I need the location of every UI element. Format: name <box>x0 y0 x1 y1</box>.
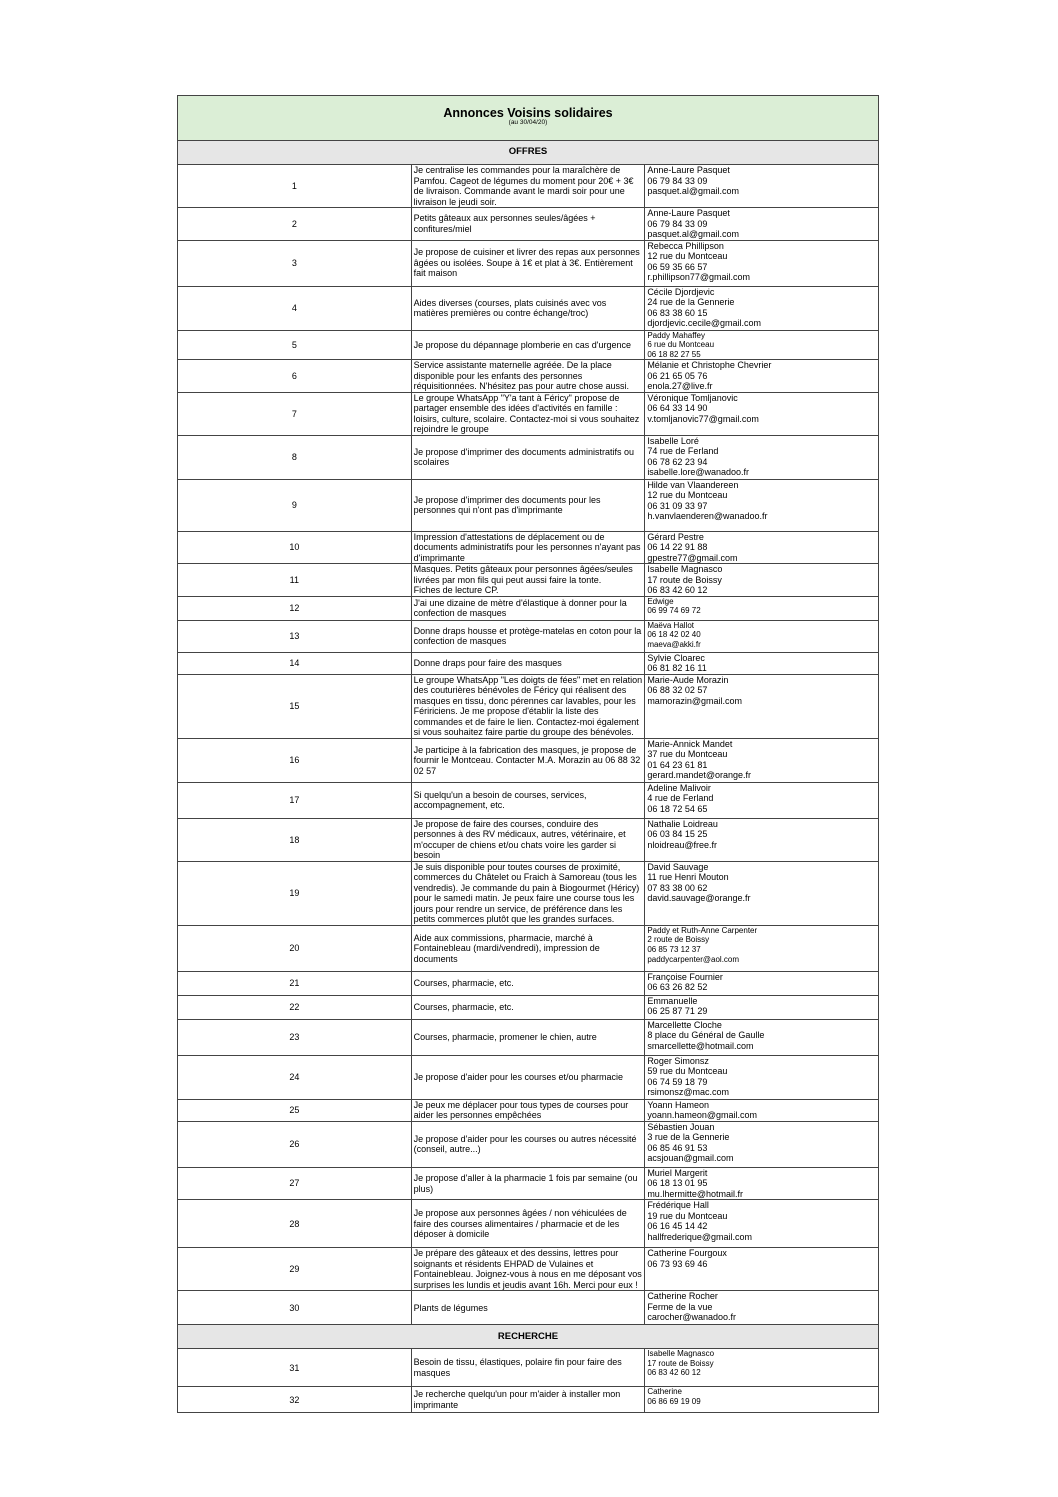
contact-line: Nathalie Loidreau <box>647 818 718 829</box>
row-contact <box>645 971 879 995</box>
row-number: 26 <box>178 1121 412 1167</box>
table-row <box>178 286 879 330</box>
table-row <box>178 1349 879 1387</box>
contact-line: Maëva Hallot <box>647 620 694 630</box>
row-contact <box>645 861 879 925</box>
contact-line: 74 rue de Ferland <box>647 446 719 457</box>
table-row <box>178 818 879 861</box>
row-number: 18 <box>178 818 412 861</box>
contact-line: 3 rue de la Gennerie <box>647 1132 730 1143</box>
row-contact <box>645 1099 879 1121</box>
contact-line: 06 18 82 27 55 <box>647 349 701 359</box>
contact-line: Marie-Aude Morazin <box>647 674 729 685</box>
table-row <box>178 1167 879 1200</box>
row-contact <box>645 620 879 652</box>
row-description: Je propose d'aller à la pharmacie 1 fois par semaine (ou plus) <box>411 1167 645 1200</box>
row-contact <box>645 1349 879 1387</box>
contact-line: Paddy et Ruth-Anne Carpenter <box>647 925 758 935</box>
contact-line: hallfrederique@gmail.com <box>647 1231 752 1242</box>
row-contact <box>645 995 879 1019</box>
row-description: Si quelqu'un a besoin de courses, services, accompagnement, etc. <box>411 782 645 818</box>
row-contact <box>645 165 879 208</box>
contact-line: 06 21 65 05 76 <box>647 370 708 381</box>
contact-line: 06 81 82 16 11 <box>647 663 707 674</box>
contact-line: 06 18 72 54 65 <box>647 803 708 814</box>
row-description: Je participe à la fabrication des masques, je propose de fournir le Montceau. Contacter M.A. Morazin au 06 88 32 02 57 <box>411 738 645 782</box>
contact-line: yoann.hameon@gmail.com <box>647 1110 758 1121</box>
contact-line: 06 18 42 02 40 <box>647 630 701 640</box>
row-contact <box>645 596 879 620</box>
row-number: 23 <box>178 1019 412 1055</box>
row-description: Je propose de faire des courses, conduire des personnes à des RV médicaux, autres, vétérinaire, et m'occuper de chiens et/ou chats voire les garder si besoin <box>411 818 645 861</box>
contact-line: 37 rue du Montceau <box>647 749 728 760</box>
contact-line: 11 rue Henri Mouton <box>647 872 729 883</box>
row-description: Je propose aux personnes âgées / non véhiculées de faire des courses alimentaires / pharmacie et de les déposer à domicile <box>411 1200 645 1248</box>
contact-line: 8 place du Général de Gaulle <box>647 1030 765 1041</box>
row-number: 20 <box>178 925 412 971</box>
row-number: 25 <box>178 1099 412 1121</box>
contact-line: 06 83 42 60 12 <box>647 1368 701 1378</box>
contact-line: 17 route de Boissy <box>647 574 722 585</box>
row-number: 31 <box>178 1349 412 1387</box>
contact-line: 06 83 42 60 12 <box>647 585 708 596</box>
page-title: Annonces Voisins solidaires <box>443 105 613 120</box>
table-row <box>178 240 879 286</box>
row-number: 19 <box>178 861 412 925</box>
row-number: 5 <box>178 330 412 360</box>
contact-line: smarcellette@hotmail.com <box>647 1040 754 1051</box>
contact-line: Véronique Tomljanovic <box>647 392 738 403</box>
row-number: 7 <box>178 392 412 435</box>
row-contact <box>645 208 879 241</box>
row-contact <box>645 360 879 393</box>
row-description: Je propose d'imprimer des documents administratifs ou scolaires <box>411 435 645 479</box>
row-contact <box>645 240 879 286</box>
contact-line: r.phillipson77@gmail.com <box>647 272 750 282</box>
row-number: 22 <box>178 995 412 1019</box>
table-row <box>178 479 879 531</box>
contact-line: Edwige <box>647 596 674 606</box>
row-contact <box>645 564 879 597</box>
page-subtitle: (au 30/04/20) <box>508 119 548 126</box>
row-description: Je propose du dépannage plomberie en cas d'urgence <box>411 330 645 360</box>
row-description: Je peux me déplacer pour tous types de courses pour aider les personnes empêchées <box>411 1099 645 1121</box>
row-contact <box>645 1055 879 1099</box>
contact-line: 06 79 84 33 09 <box>647 175 708 186</box>
contact-line: gpestre77@gmail.com <box>647 552 738 563</box>
row-contact <box>645 1019 879 1055</box>
row-description: Aides diverses (courses, plats cuisinés avec vos matières premières ou contre échange/troc) <box>411 286 645 330</box>
contact-line: 06 74 59 18 79 <box>647 1076 708 1087</box>
table-row <box>178 995 879 1019</box>
row-contact <box>645 1121 879 1167</box>
contact-line: acsjouan@gmail.com <box>647 1153 734 1164</box>
contact-line: 06 86 69 19 09 <box>647 1396 701 1406</box>
contact-line: 17 route de Boissy <box>647 1358 714 1368</box>
contact-line: Gérard Pestre <box>647 531 704 542</box>
contact-line: Sébastien Jouan <box>647 1121 715 1132</box>
contact-line: 12 rue du Montceau <box>647 490 728 501</box>
table-row <box>178 392 879 435</box>
table-row <box>178 1200 879 1248</box>
row-contact <box>645 652 879 674</box>
row-contact <box>645 674 879 738</box>
contact-line: rsimonsz@mac.com <box>647 1087 729 1098</box>
contact-line: mamorazin@gmail.com <box>647 695 742 706</box>
contact-line: isabelle.lore@wanadoo.fr <box>647 467 750 478</box>
row-description: Courses, pharmacie, promener le chien, autre <box>411 1019 645 1055</box>
table-row <box>178 652 879 674</box>
row-number: 16 <box>178 738 412 782</box>
row-description: Je propose d'aider pour les courses ou autres nécessité (conseil, autre...) <box>411 1121 645 1167</box>
contact-line: Yoann Hameon <box>647 1099 710 1110</box>
row-contact <box>645 1387 879 1413</box>
row-number: 6 <box>178 360 412 393</box>
contact-line: Cécile Djordjevic <box>647 286 715 297</box>
contact-line: 19 rue du Montceau <box>647 1210 728 1221</box>
row-description: J'ai une dizaine de mètre d'élastique à donner pour la confection de masques <box>411 596 645 620</box>
row-contact <box>645 531 879 564</box>
title-cell <box>178 96 879 141</box>
contact-line: Rebecca Phillipson <box>647 240 724 251</box>
announcements-sheet <box>177 95 879 1413</box>
contact-line: Ferme de la vue <box>647 1301 713 1312</box>
contact-line: 06 99 74 69 72 <box>647 606 701 616</box>
section-row-recherche <box>178 1325 879 1349</box>
row-number: 9 <box>178 479 412 531</box>
contact-line: 06 85 46 91 53 <box>647 1142 708 1153</box>
row-description: Donne draps pour faire des masques <box>411 652 645 674</box>
row-number: 3 <box>178 240 412 286</box>
contact-line: 12 rue du Montceau <box>647 251 728 261</box>
contact-line: Mélanie et Christophe Chevrier <box>647 360 772 371</box>
contact-line: 06 14 22 91 88 <box>647 542 708 553</box>
contact-line: gerard.mandet@orange.fr <box>647 770 752 781</box>
row-contact <box>645 286 879 330</box>
row-description: Courses, pharmacie, etc. <box>411 995 645 1019</box>
contact-line: 06 59 35 66 57 <box>647 261 708 272</box>
row-number: 30 <box>178 1291 412 1325</box>
contact-line: mu.lhermitte@hotmail.fr <box>647 1188 743 1199</box>
row-number: 10 <box>178 531 412 564</box>
row-contact <box>645 435 879 479</box>
contact-line: 06 25 87 71 29 <box>647 1006 708 1017</box>
contact-line: Adeline Malivoir <box>647 782 711 793</box>
contact-line: Anne-Laure Pasquet <box>647 165 730 175</box>
contact-line: Isabelle Magnasco <box>647 1349 715 1359</box>
row-number: 2 <box>178 208 412 241</box>
table-row <box>178 330 879 360</box>
row-number: 29 <box>178 1248 412 1291</box>
row-description: Courses, pharmacie, etc. <box>411 971 645 995</box>
contact-line: v.tomljanovic77@gmail.com <box>647 413 759 424</box>
contact-line: Muriel Margerit <box>647 1167 708 1178</box>
contact-line: Paddy Mahaffey <box>647 330 705 340</box>
row-number: 13 <box>178 620 412 652</box>
contact-line: David Sauvage <box>647 861 709 872</box>
contact-line: djordjevic.cecile@gmail.com <box>647 318 761 328</box>
row-number: 27 <box>178 1167 412 1200</box>
contact-line: nloidreau@free.fr <box>647 839 717 850</box>
contact-line: h.vanvlaenderen@wanadoo.fr <box>647 511 768 522</box>
contact-line: Anne-Laure Pasquet <box>647 208 730 218</box>
contact-line: 59 rue du Montceau <box>647 1066 728 1077</box>
row-contact <box>645 925 879 971</box>
contact-line: Catherine <box>647 1387 682 1397</box>
row-number: 12 <box>178 596 412 620</box>
table-row <box>178 782 879 818</box>
title-row <box>178 96 879 141</box>
table-row <box>178 596 879 620</box>
contact-line: 2 route de Boissy <box>647 935 710 945</box>
table-row <box>178 1291 879 1325</box>
contact-line: david.sauvage@orange.fr <box>647 893 751 904</box>
section-row-offres <box>178 141 879 165</box>
row-number: 21 <box>178 971 412 995</box>
row-description: Service assistante maternelle agréée. De la place disponible pour les enfants des personnes réquisitionnées. N'hésitez pas pour autre chose aussi. <box>411 360 645 393</box>
contact-line: 6 rue du Montceau <box>647 340 715 350</box>
row-contact <box>645 1200 879 1248</box>
contact-line: Frédérique Hall <box>647 1200 709 1211</box>
contact-line: 06 85 73 12 37 <box>647 944 701 954</box>
row-contact <box>645 1167 879 1200</box>
contact-line: Isabelle Loré <box>647 435 699 446</box>
contact-line: 06 78 62 23 94 <box>647 456 708 467</box>
contact-line: Françoise Fournier <box>647 971 723 982</box>
table-row <box>178 738 879 782</box>
table-row <box>178 208 879 241</box>
row-contact <box>645 1248 879 1291</box>
contact-line: Emmanuelle <box>647 995 698 1006</box>
table-row <box>178 861 879 925</box>
contact-line: 06 83 38 60 15 <box>647 307 708 318</box>
contact-line: enola.27@live.fr <box>647 381 713 392</box>
contact-line: 24 rue de la Gennerie <box>647 297 735 307</box>
contact-line: Catherine Rocher <box>647 1291 718 1302</box>
row-number: 24 <box>178 1055 412 1099</box>
contact-line: 06 73 93 69 46 <box>647 1258 708 1269</box>
contact-line: 06 18 13 01 95 <box>647 1178 708 1189</box>
table-row <box>178 1121 879 1167</box>
contact-line: paddycarpenter@aol.com <box>647 954 740 964</box>
section-heading-offres: OFFRES <box>178 141 879 165</box>
row-number: 14 <box>178 652 412 674</box>
table-row <box>178 971 879 995</box>
row-number: 4 <box>178 286 412 330</box>
contact-line: 06 31 09 33 97 <box>647 500 708 511</box>
row-description: Plants de légumes <box>411 1291 645 1325</box>
table-row <box>178 435 879 479</box>
contact-line: Hilde van Vlaandereen <box>647 479 739 490</box>
table-row <box>178 674 879 738</box>
contact-line: 01 64 23 61 81 <box>647 759 708 770</box>
table-row <box>178 1248 879 1291</box>
section-heading-recherche: RECHERCHE <box>178 1325 879 1349</box>
contact-line: 4 rue de Ferland <box>647 793 714 804</box>
row-description: Impression d'attestations de déplacement ou de documents administratifs pour les personnes n'ayant pas d'imprimante <box>411 531 645 564</box>
row-description: Donne draps housse et protège-matelas en coton pour la confection de masques <box>411 620 645 652</box>
contact-line: Catherine Fourgoux <box>647 1248 727 1259</box>
row-description: Aide aux commissions, pharmacie, marché à Fontainebleau (mardi/vendredi), impression de documents <box>411 925 645 971</box>
contact-line: 06 88 32 02 57 <box>647 685 708 696</box>
row-contact <box>645 330 879 360</box>
contact-line: Marcellette Cloche <box>647 1019 722 1030</box>
announcements-table <box>177 95 879 1413</box>
table-row <box>178 1387 879 1413</box>
row-contact <box>645 1291 879 1325</box>
row-description: Besoin de tissu, élastiques, polaire fin pour faire des masques <box>411 1349 645 1387</box>
row-description: Je propose d'aider pour les courses et/ou pharmacie <box>411 1055 645 1099</box>
contact-line: Isabelle Magnasco <box>647 564 723 575</box>
contact-line: Sylvie Cloarec <box>647 652 705 663</box>
table-row <box>178 360 879 393</box>
table-row <box>178 1019 879 1055</box>
row-description: Je recherche quelqu'un pour m'aider à installer mon imprimante <box>411 1387 645 1413</box>
row-contact <box>645 392 879 435</box>
table-row <box>178 1099 879 1121</box>
table-row <box>178 564 879 597</box>
contact-line: maeva@akki.fr <box>647 639 701 649</box>
row-description: Masques. Petits gâteaux pour personnes âgées/seules livrées par mon fils qui peut aussi faire la tonte. Fiches de lecture CP. <box>411 564 645 597</box>
row-description: Je centralise les commandes pour la maraîchère de Pamfou. Cageot de légumes du moment pour 20€ + 3€ de livraison. Commande avant le mardi soir pour une livraison le jeudi soir. <box>411 165 645 208</box>
table-row <box>178 925 879 971</box>
row-description: Je prépare des gâteaux et des dessins, lettres pour soignants et résidents EHPAD de Vulaines et Fontainebleau. Joignez-vous à nous en me déposant vos surprises les lundis et jeudis avant 16h. Merci pour eux ! <box>411 1248 645 1291</box>
row-description: Je propose de cuisiner et livrer des repas aux personnes âgées ou isolées. Soupe à 1€ et plat à 3€. Entièrement fait maison <box>411 240 645 286</box>
table-row <box>178 620 879 652</box>
table-row <box>178 165 879 208</box>
contact-line: 07 83 38 00 62 <box>647 882 708 893</box>
contact-line: 06 03 84 15 25 <box>647 829 708 840</box>
row-description: Petits gâteaux aux personnes seules/âgées + confitures/miel <box>411 208 645 241</box>
row-number: 28 <box>178 1200 412 1248</box>
row-number: 15 <box>178 674 412 738</box>
row-contact <box>645 818 879 861</box>
row-description: Je suis disponible pour toutes courses de proximité, commerces du Châtelet ou Fraich à Samoreau (tous les vendredis). Je commande du pain à Biogourmet (Héricy) pour le samedi matin. Je peux faire une course tous les jours pour rendre un service, de préférence dans les petits commerces plutôt que les grandes surfaces. <box>411 861 645 925</box>
row-number: 32 <box>178 1387 412 1413</box>
contact-line: 06 64 33 14 90 <box>647 403 708 414</box>
contact-line: pasquet.al@gmail.com <box>647 186 739 196</box>
row-description: Le groupe WhatsApp "Y'a tant à Féricy" propose de partager ensemble des idées d'activités en famille : loisirs, culture, scolaire. Contactez-moi si vous souhaitez rejoindre le groupe <box>411 392 645 435</box>
announcements-table-body <box>178 96 879 1413</box>
contact-line: 06 79 84 33 09 <box>647 218 708 229</box>
row-contact <box>645 479 879 531</box>
contact-line: pasquet.al@gmail.com <box>647 229 739 239</box>
contact-line: carocher@wanadoo.fr <box>647 1312 736 1323</box>
contact-line: 06 16 45 14 42 <box>647 1221 708 1232</box>
row-number: 17 <box>178 782 412 818</box>
row-number: 11 <box>178 564 412 597</box>
row-contact <box>645 738 879 782</box>
contact-line: 06 63 26 82 52 <box>647 982 708 993</box>
table-row <box>178 531 879 564</box>
row-number: 1 <box>178 165 412 208</box>
table-row <box>178 1055 879 1099</box>
contact-line: Roger Simonsz <box>647 1055 709 1066</box>
row-number: 8 <box>178 435 412 479</box>
contact-line: Marie-Annick Mandet <box>647 738 733 749</box>
row-description: Le groupe WhatsApp "Les doigts de fées" met en relation des couturières bénévoles de Féricy qui réalisent des masques en tissu, donc pérennes car lavables, pour les Féririciens. Je me propose d'établir la liste des commandes et de faire le lien. Contactez-moi également si vous souhaitez faire partie du groupe des bénévoles. <box>411 674 645 738</box>
row-contact <box>645 782 879 818</box>
row-description: Je propose d'imprimer des documents pour les personnes qui n'ont pas d'imprimante <box>411 479 645 531</box>
